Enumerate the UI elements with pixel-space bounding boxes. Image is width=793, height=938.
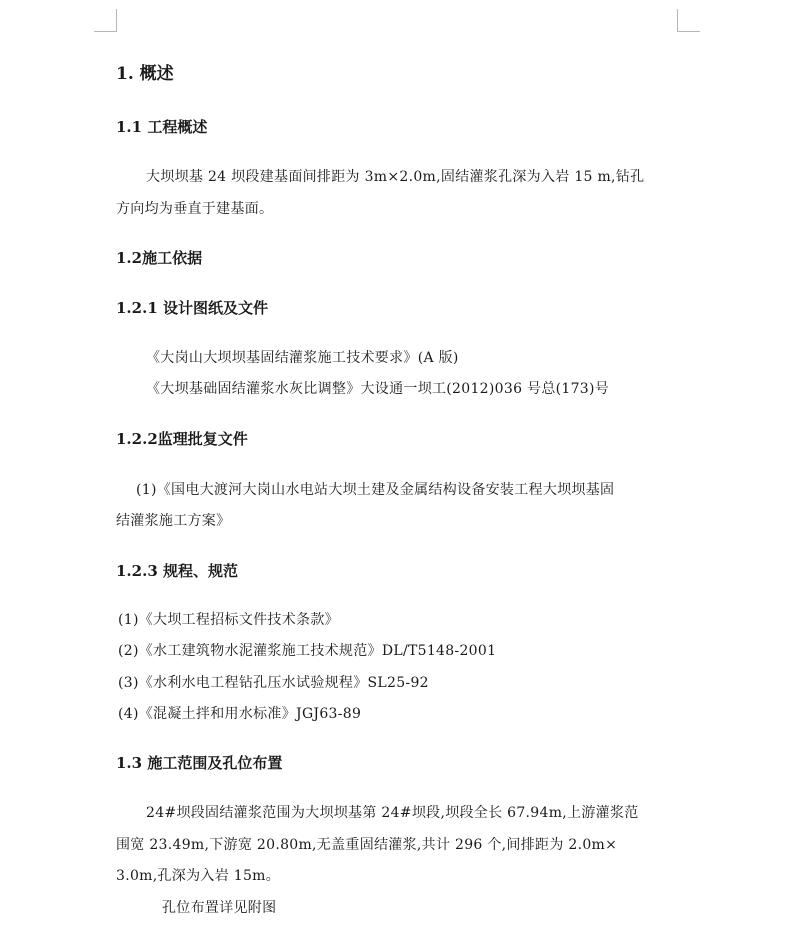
paragraph-overview-line-1: 大坝坝基 24 坝段建基面间排距为 3m×2.0m,固结灌浆孔深为入岩 15 m,钻孔 xyxy=(146,169,645,185)
code-item-1: (1)《大坝工程招标文件技术条款》 xyxy=(118,612,339,628)
crop-mark-top-right xyxy=(677,9,700,32)
crop-mark-top-left xyxy=(94,9,117,32)
supervision-doc-line-2: 结灌浆施工方案》 xyxy=(116,513,231,529)
heading-scope: 1.3 施工范围及孔位布置 xyxy=(116,754,283,772)
paragraph-scope-line-4: 孔位布置详见附图 xyxy=(162,900,277,916)
paragraph-scope-line-2: 围宽 23.49m,下游宽 20.80m,无盖重固结灌浆,共计 296 个,间排距为 2.0m× xyxy=(116,837,618,853)
heading-construction-basis: 1.2施工依据 xyxy=(116,249,203,267)
paragraph-scope-line-3: 3.0m,孔深为入岩 15m。 xyxy=(116,868,281,884)
code-item-2: (2)《水工建筑物水泥灌浆施工技术规范》DL/T5148-2001 xyxy=(118,643,497,659)
heading-overview: 1. 概述 xyxy=(116,64,174,84)
design-doc-item-2: 《大坝基础固结灌浆水灰比调整》大设通一坝工(2012)036 号总(173)号 xyxy=(146,381,610,397)
heading-project-overview: 1.1 工程概述 xyxy=(116,118,208,136)
heading-design-docs: 1.2.1 设计图纸及文件 xyxy=(116,299,268,317)
heading-codes: 1.2.3 规程、规范 xyxy=(116,562,238,580)
supervision-doc-line-1: (1)《国电大渡河大岗山水电站大坝土建及金属结构设备安装工程大坝坝基固 xyxy=(136,482,615,498)
code-item-3: (3)《水利水电工程钻孔压水试验规程》SL25-92 xyxy=(118,675,429,691)
design-doc-item-1: 《大岗山大坝坝基固结灌浆施工技术要求》(A 版) xyxy=(146,350,459,366)
code-item-4: (4)《混凝土拌和用水标准》JGJ63-89 xyxy=(118,706,362,722)
paragraph-overview-line-2: 方向均为垂直于建基面。 xyxy=(116,201,274,217)
heading-supervision-docs: 1.2.2监理批复文件 xyxy=(116,430,248,448)
paragraph-scope-line-1: 24#坝段固结灌浆范围为大坝坝基第 24#坝段,坝段全长 67.94m,上游灌浆范 xyxy=(146,805,639,821)
